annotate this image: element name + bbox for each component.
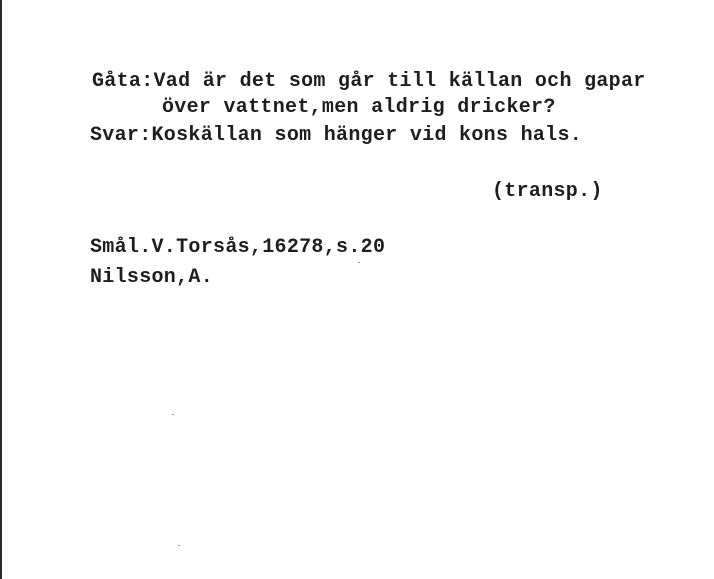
source-reference: Smål.V.Torsås,16278,s.20 <box>90 236 386 259</box>
riddle-line-2: över vattnet,men aldrig dricker? <box>162 96 556 119</box>
paper-speck <box>358 262 360 263</box>
card-left-edge <box>0 0 2 579</box>
collector-name: Nilsson,A. <box>90 266 214 289</box>
paper-speck <box>178 545 180 546</box>
paper-speck <box>172 414 174 415</box>
transcription-note: (transp.) <box>492 180 603 203</box>
riddle-line-1: Gåta:Vad är det som går till källan och gapar <box>92 70 646 93</box>
answer-line: Svar:Koskällan som hänger vid kons hals. <box>90 124 583 147</box>
